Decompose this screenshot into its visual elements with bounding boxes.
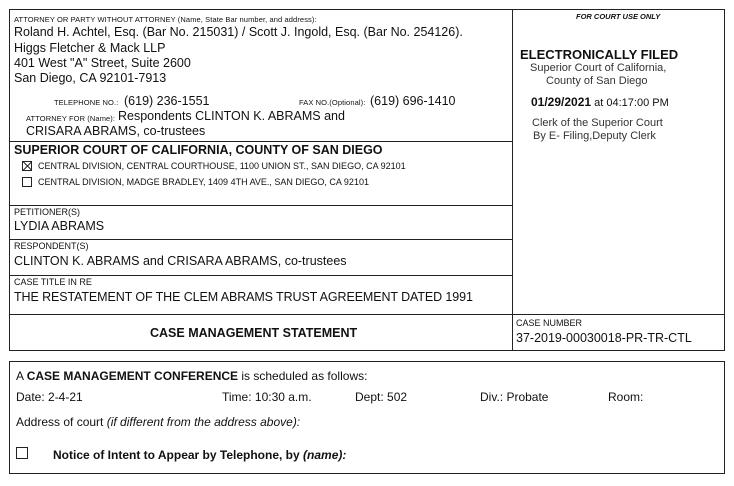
case-number-value: 37-2019-00030018-PR-TR-CTL <box>516 331 692 345</box>
attorney-for-line-2: CRISARA ABRAMS, co-trustees <box>26 124 206 138</box>
conference-intro-bold: CASE MANAGEMENT CONFERENCE <box>26 369 239 383</box>
address-label: Address of court <box>16 415 104 429</box>
e-filed-time: 04:17:00 PM <box>606 97 669 109</box>
telephone-label: TELEPHONE NO.: <box>54 98 119 107</box>
attorney-for-line-1: Respondents CLINTON K. ABRAMS and <box>118 109 345 123</box>
court-use-divider <box>512 9 513 351</box>
attorney-line-1: Roland H. Achtel, Esq. (Bar No. 215031) / Scott J. Ingold, Esq. (Bar No. 254126). <box>14 25 463 39</box>
conference-date: Date: 2-4-21 <box>16 390 83 404</box>
court-title: SUPERIOR COURT OF CALIFORNIA, COUNTY OF SAN DIEGO <box>14 143 383 157</box>
respondent-label: RESPONDENT(S) <box>14 241 89 251</box>
case-title-value: THE RESTATEMENT OF THE CLEM ABRAMS TRUST AGREEMENT DATED 1991 <box>14 290 473 304</box>
e-filed-date: 01/29/2021 <box>531 95 592 109</box>
attorney-for-label: ATTORNEY FOR (Name): <box>26 114 116 123</box>
division-central-checkbox[interactable] <box>22 161 32 171</box>
telephone-appearance-checkbox[interactable] <box>16 447 28 459</box>
telephone-appearance-notice <box>53 448 346 462</box>
case-number-label: CASE NUMBER <box>516 318 583 328</box>
clerk-line-2: By E- Filing,Deputy Clerk <box>533 130 656 142</box>
attorney-line-2: Higgs Fletcher & Mack LLP <box>14 41 166 55</box>
court-use-label: FOR COURT USE ONLY <box>576 12 661 21</box>
e-filed-at: at <box>594 97 604 109</box>
conference-div: Div.: Probate <box>480 390 549 404</box>
e-filed-court-line-2: County of San Diego <box>546 75 648 87</box>
notice-label: Notice of Intent to Appear by Telephone, by <box>53 448 300 462</box>
document-title: CASE MANAGEMENT STATEMENT <box>150 326 358 340</box>
rule-respondent <box>9 239 513 240</box>
conference-intro-rest: is scheduled as follows: <box>241 369 368 383</box>
rule-case-title <box>9 275 513 276</box>
case-title-label: CASE TITLE IN RE <box>14 277 92 287</box>
respondent-value: CLINTON K. ABRAMS and CRISARA ABRAMS, co-trustees <box>14 254 347 268</box>
clerk-line-1: Clerk of the Superior Court <box>532 117 663 129</box>
attorney-line-3: 401 West "A" Street, Suite 2600 <box>14 56 191 70</box>
rule-statement <box>9 314 725 315</box>
e-filed-datetime <box>531 95 669 109</box>
conference-room: Room: <box>608 390 644 404</box>
rule-court <box>9 141 513 142</box>
division-madge-bradley-label: CENTRAL DIVISION, MADGE BRADLEY, 1409 4TH AVE., SAN DIEGO, CA 92101 <box>38 177 369 187</box>
division-madge-bradley-checkbox[interactable] <box>22 177 32 187</box>
petitioner-value: LYDIA ABRAMS <box>14 219 105 233</box>
conference-time: Time: 10:30 a.m. <box>222 390 312 404</box>
attorney-label: ATTORNEY OR PARTY WITHOUT ATTORNEY (Name, State Bar number, and address): <box>14 15 317 24</box>
fax-label: FAX NO.(Optional): <box>299 98 366 107</box>
attorney-line-4: San Diego, CA 92101-7913 <box>14 71 167 85</box>
telephone-value: (619) 236-1551 <box>124 94 210 108</box>
notice-name: (name): <box>303 448 347 462</box>
e-filed-stamp: ELECTRONICALLY FILED <box>520 47 679 62</box>
division-central-label: CENTRAL DIVISION, CENTRAL COURTHOUSE, 1100 UNION ST., SAN DIEGO, CA 92101 <box>38 161 406 171</box>
e-filed-court-line-1: Superior Court of California, <box>530 62 667 74</box>
conference-dept: Dept: 502 <box>355 390 408 404</box>
conference-intro-a: A <box>16 369 24 383</box>
fax-value: (619) 696-1410 <box>370 94 456 108</box>
address-hint: (if different from the address above): <box>106 415 301 429</box>
address-of-court <box>16 415 300 429</box>
rule-petitioner <box>9 205 513 206</box>
petitioner-label: PETITIONER(S) <box>14 207 81 217</box>
conference-intro <box>16 369 367 383</box>
